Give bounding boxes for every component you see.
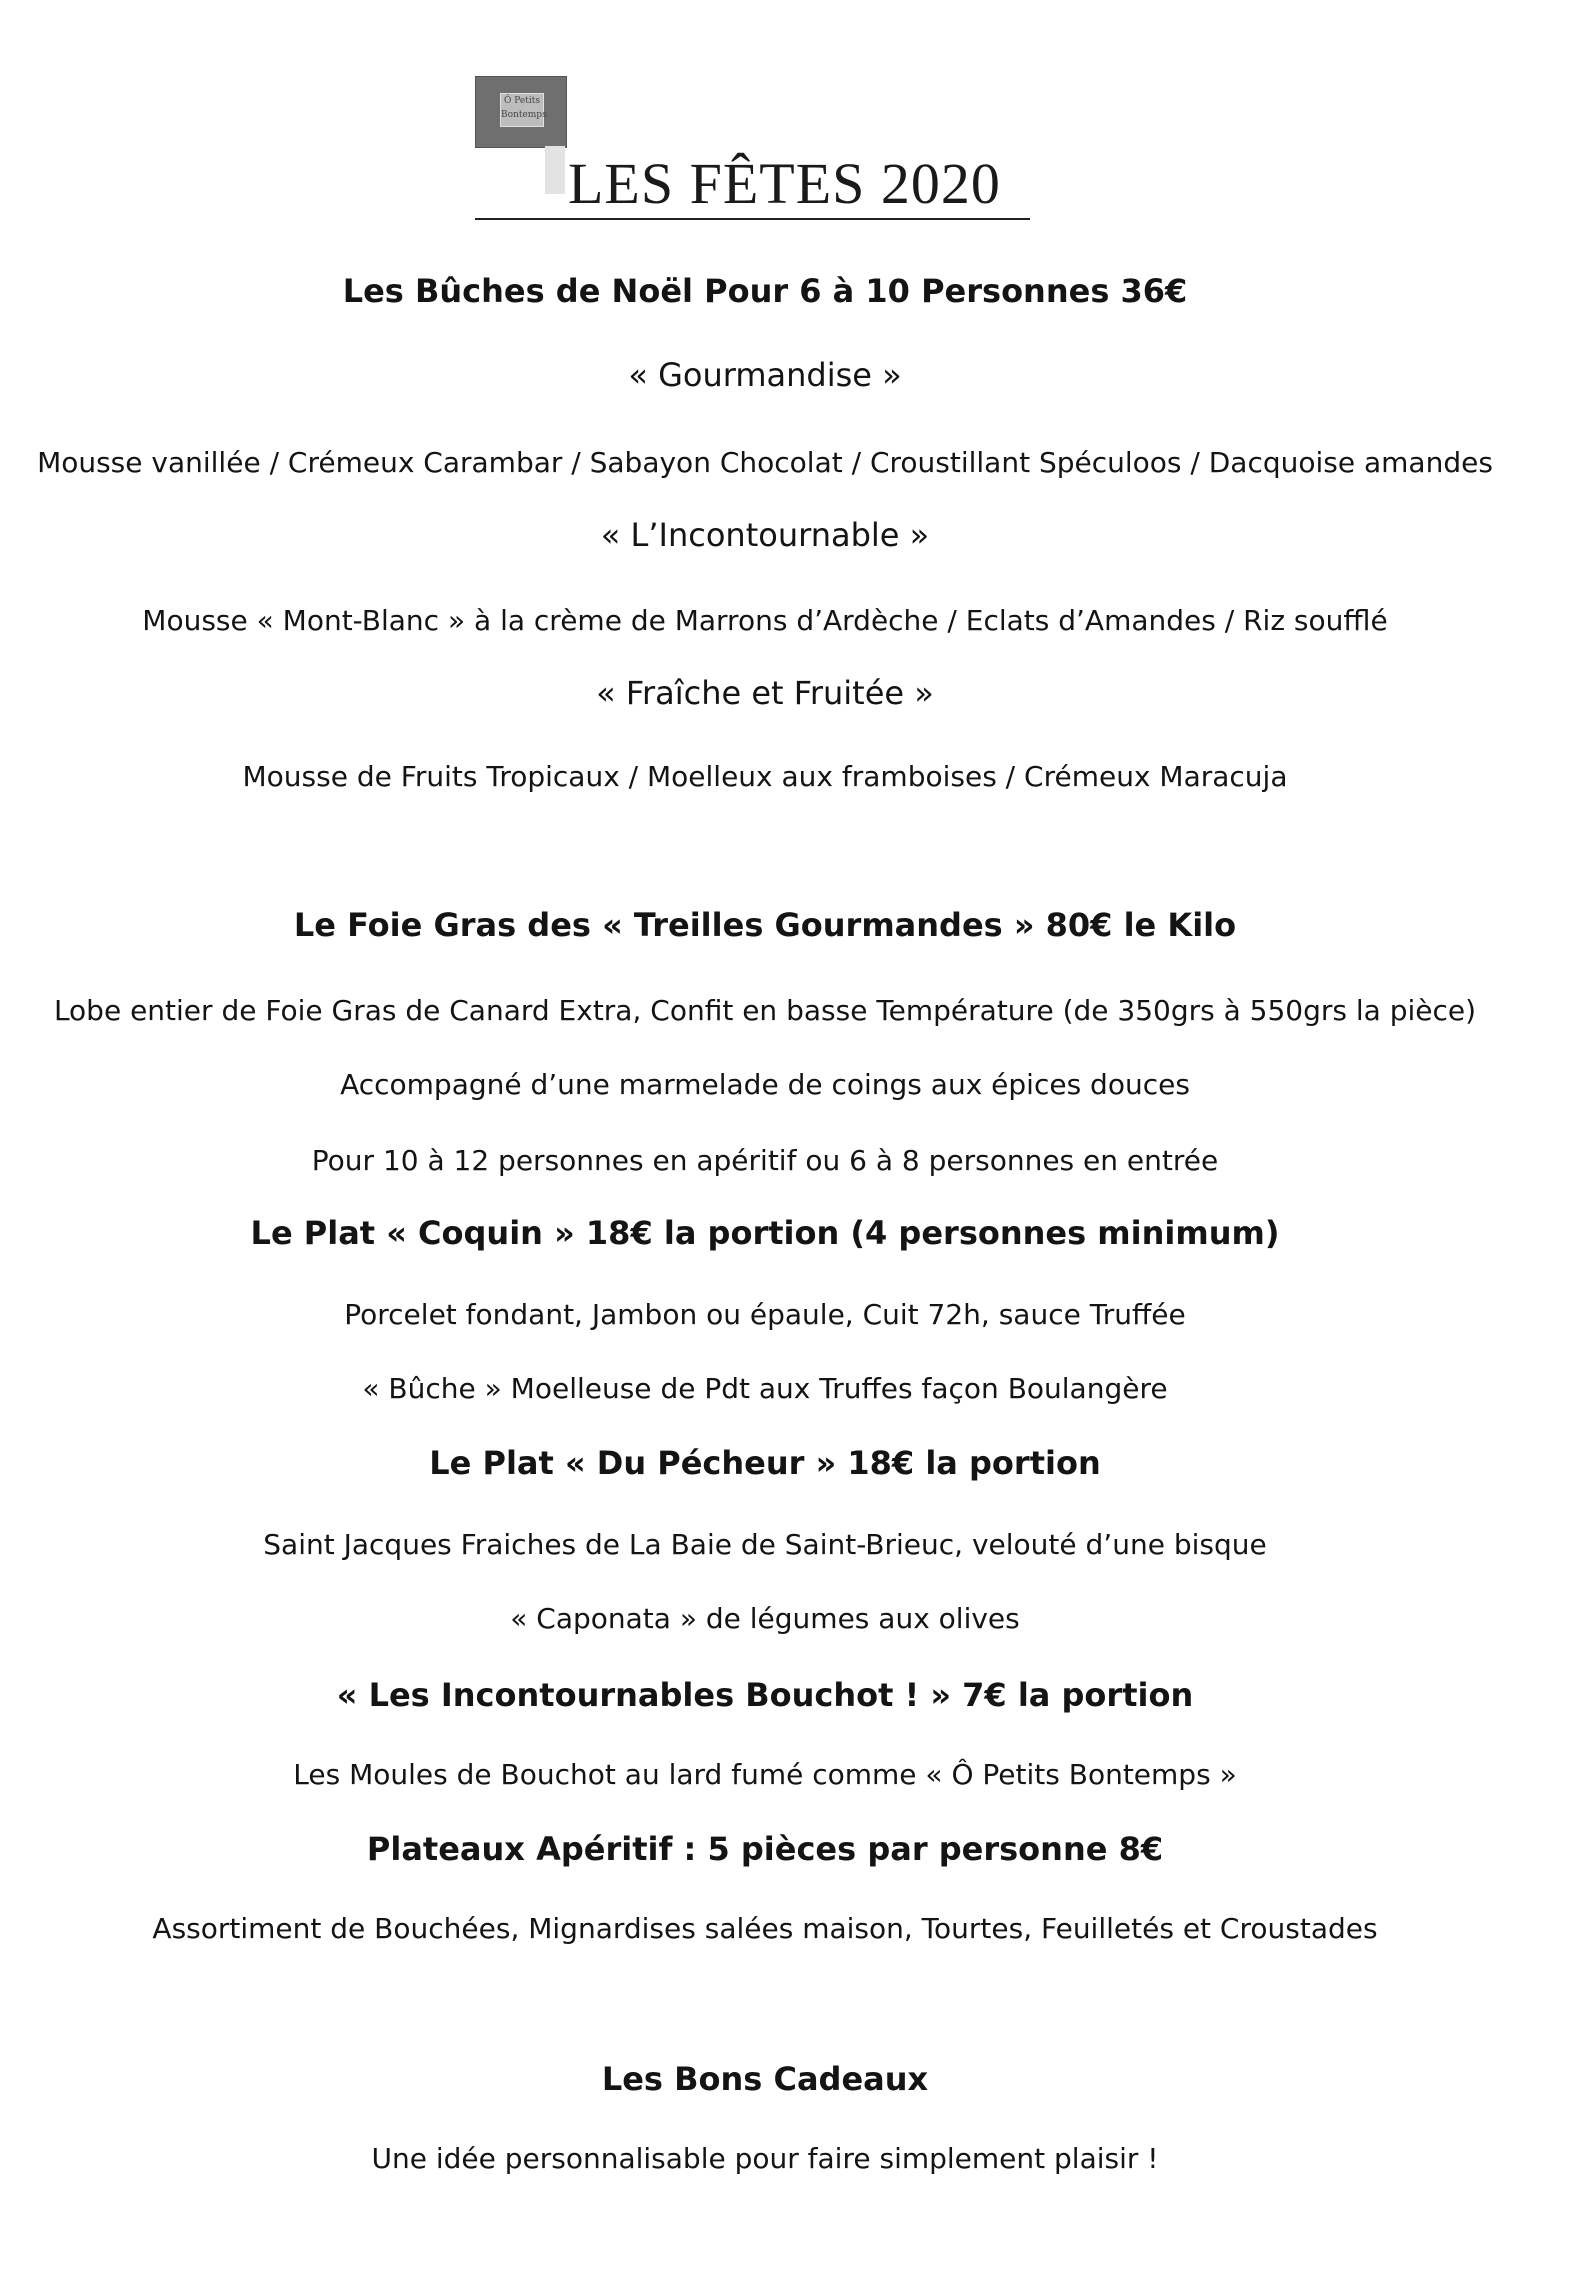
bons-cadeaux-line-1: Une idée personnalisable pour faire simplement plaisir ! [371, 2142, 1159, 2175]
buches-heading: Les Bûches de Noël Pour 6 à 10 Personnes 36€ [342, 272, 1188, 310]
page-title: LES FÊTES 2020 [568, 151, 1001, 216]
buche-desc-incontournable: Mousse « Mont-Blanc » à la crème de Marrons d’Ardèche / Eclats d’Amandes / Riz soufflé [142, 604, 1388, 637]
bouchot-heading: « Les Incontournables Bouchot ! » 7€ la portion [336, 1676, 1194, 1714]
foie-gras-line-2: Accompagné d’une marmelade de coings aux épices douces [340, 1068, 1190, 1101]
logo-text-line-2: Bontemps [501, 110, 547, 120]
plat-pecheur-line-2: « Caponata » de légumes aux olives [510, 1602, 1020, 1635]
plat-coquin-heading: Le Plat « Coquin » 18€ la portion (4 personnes minimum) [250, 1214, 1280, 1252]
buche-desc-gourmandise: Mousse vanillée / Crémeux Carambar / Sabayon Chocolat / Croustillant Spéculoos / Dacquoise amandes [37, 446, 1493, 479]
foie-gras-line-1: Lobe entier de Foie Gras de Canard Extra, Confit en basse Température (de 350grs à 550grs la pièce) [53, 994, 1477, 1027]
plat-coquin-line-2: « Bûche » Moelleuse de Pdt aux Truffes façon Boulangère [362, 1372, 1168, 1405]
plat-pecheur-heading: Le Plat « Du Pécheur » 18€ la portion [429, 1444, 1101, 1482]
logo-mark [500, 93, 547, 127]
restaurant-logo [475, 76, 567, 148]
buche-desc-fraiche: Mousse de Fruits Tropicaux / Moelleux aux framboises / Crémeux Maracuja [242, 760, 1288, 793]
logo-tail-decoration [545, 146, 565, 194]
foie-gras-heading: Le Foie Gras des « Treilles Gourmandes » 80€ le Kilo [293, 906, 1237, 944]
logo-text-line-1: Ô Petits [504, 96, 540, 106]
title-underline [475, 218, 1030, 220]
plat-coquin-line-1: Porcelet fondant, Jambon ou épaule, Cuit 72h, sauce Truffée [344, 1298, 1186, 1331]
foie-gras-line-3: Pour 10 à 12 personnes en apéritif ou 6 à 8 personnes en entrée [311, 1144, 1219, 1177]
bouchot-line-1: Les Moules de Bouchot au lard fumé comme « Ô Petits Bontemps » [293, 1758, 1237, 1791]
plateaux-heading: Plateaux Apéritif : 5 pièces par personne 8€ [366, 1830, 1164, 1868]
buche-name-incontournable: « L’Incontournable » [600, 516, 930, 554]
plateaux-line-1: Assortiment de Bouchées, Mignardises salées maison, Tourtes, Feuilletés et Croustades [152, 1912, 1378, 1945]
plat-pecheur-line-1: Saint Jacques Fraiches de La Baie de Saint-Brieuc, velouté d’une bisque [263, 1528, 1267, 1561]
buche-name-fraiche: « Fraîche et Fruitée » [596, 674, 934, 712]
buche-name-gourmandise: « Gourmandise » [628, 356, 902, 394]
bons-cadeaux-heading: Les Bons Cadeaux [601, 2060, 929, 2098]
